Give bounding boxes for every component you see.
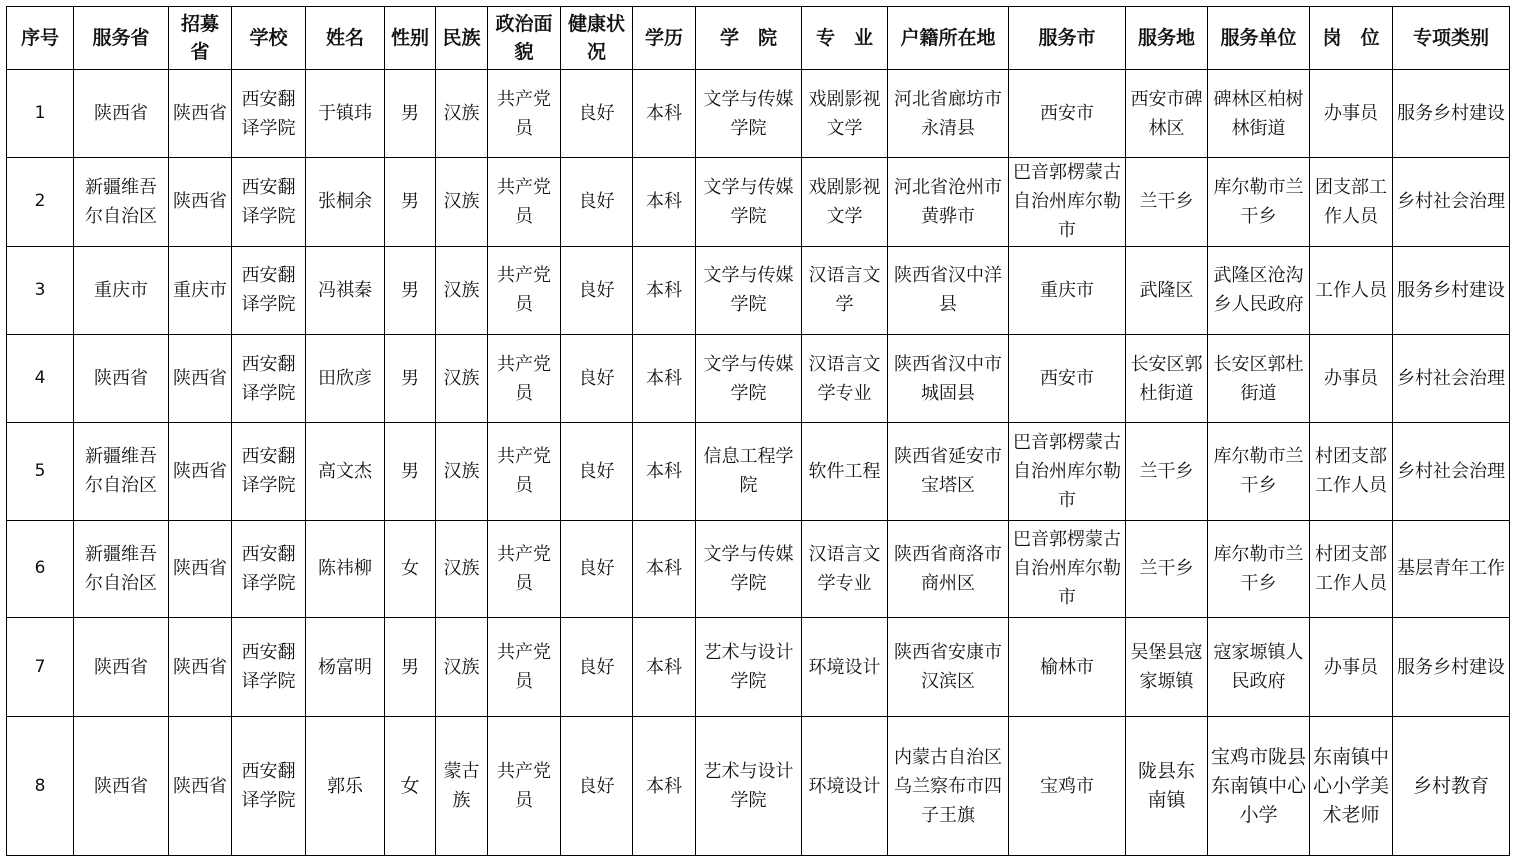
cell-name: 冯祺秦 <box>306 246 385 334</box>
cell-major: 环境设计 <box>802 717 888 856</box>
header-cell-college: 学 院 <box>696 7 802 70</box>
cell-recruit-province: 重庆市 <box>169 246 232 334</box>
table-row <box>7 334 1510 422</box>
cell-index: 7 <box>7 618 74 717</box>
cell-education: 本科 <box>633 618 696 717</box>
cell-ethnicity: 汉族 <box>436 334 488 422</box>
cell-position: 办事员 <box>1310 618 1393 717</box>
cell-major: 汉语言文学 <box>802 246 888 334</box>
cell-position: 村团支部工作人员 <box>1310 423 1393 520</box>
cell-service-unit: 长安区郭杜街道 <box>1208 334 1310 422</box>
cell-school: 西安翻译学院 <box>232 70 306 158</box>
cell-household-registration: 河北省廊坊市永清县 <box>888 70 1009 158</box>
cell-program-category: 乡村社会治理 <box>1393 423 1510 520</box>
cell-name: 高文杰 <box>306 423 385 520</box>
cell-recruit-province: 陕西省 <box>169 520 232 617</box>
header-cell-service-province: 服务省 <box>74 7 169 70</box>
cell-education: 本科 <box>633 246 696 334</box>
header-row <box>7 7 1510 70</box>
cell-service-province: 陕西省 <box>74 70 169 158</box>
cell-name: 田欣彦 <box>306 334 385 422</box>
cell-health: 良好 <box>561 717 633 856</box>
cell-position: 东南镇中心小学美术老师 <box>1310 717 1393 856</box>
cell-political-status: 共产党员 <box>488 158 561 246</box>
cell-college: 艺术与设计学院 <box>696 618 802 717</box>
cell-service-unit: 库尔勒市兰干乡 <box>1208 423 1310 520</box>
cell-name: 陈祎柳 <box>306 520 385 617</box>
cell-index: 4 <box>7 334 74 422</box>
cell-service-city: 巴音郭楞蒙古自治州库尔勒市 <box>1009 423 1126 520</box>
cell-program-category: 基层青年工作 <box>1393 520 1510 617</box>
cell-school: 西安翻译学院 <box>232 520 306 617</box>
cell-college: 信息工程学院 <box>696 423 802 520</box>
cell-service-city: 重庆市 <box>1009 246 1126 334</box>
cell-service-city: 西安市 <box>1009 334 1126 422</box>
cell-recruit-province: 陕西省 <box>169 423 232 520</box>
cell-education: 本科 <box>633 334 696 422</box>
cell-name: 杨富明 <box>306 618 385 717</box>
header-cell-program-category: 专项类别 <box>1393 7 1510 70</box>
cell-service-province: 新疆维吾尔自治区 <box>74 423 169 520</box>
header-cell-recruit-province: 招募省 <box>169 7 232 70</box>
cell-household-registration: 河北省沧州市黄骅市 <box>888 158 1009 246</box>
cell-position: 村团支部工作人员 <box>1310 520 1393 617</box>
cell-service-unit: 库尔勒市兰干乡 <box>1208 158 1310 246</box>
cell-major: 软件工程 <box>802 423 888 520</box>
cell-service-unit: 库尔勒市兰干乡 <box>1208 520 1310 617</box>
cell-service-province: 陕西省 <box>74 717 169 856</box>
cell-school: 西安翻译学院 <box>232 158 306 246</box>
cell-health: 良好 <box>561 334 633 422</box>
header-cell-major: 专 业 <box>802 7 888 70</box>
cell-recruit-province: 陕西省 <box>169 158 232 246</box>
table-row <box>7 70 1510 158</box>
cell-education: 本科 <box>633 717 696 856</box>
cell-index: 5 <box>7 423 74 520</box>
cell-major: 环境设计 <box>802 618 888 717</box>
header-cell-gender: 性别 <box>385 7 436 70</box>
table-row <box>7 618 1510 717</box>
cell-ethnicity: 汉族 <box>436 520 488 617</box>
header-cell-ethnicity: 民族 <box>436 7 488 70</box>
cell-college: 艺术与设计学院 <box>696 717 802 856</box>
cell-recruit-province: 陕西省 <box>169 70 232 158</box>
cell-school: 西安翻译学院 <box>232 246 306 334</box>
header-cell-education: 学历 <box>633 7 696 70</box>
cell-service-city: 宝鸡市 <box>1009 717 1126 856</box>
cell-gender: 男 <box>385 423 436 520</box>
cell-college: 文学与传媒学院 <box>696 158 802 246</box>
table-row <box>7 423 1510 520</box>
cell-service-place: 陇县东南镇 <box>1126 717 1208 856</box>
cell-major: 戏剧影视文学 <box>802 70 888 158</box>
cell-education: 本科 <box>633 520 696 617</box>
cell-gender: 男 <box>385 158 436 246</box>
cell-household-registration: 陕西省汉中市城固县 <box>888 334 1009 422</box>
cell-gender: 男 <box>385 334 436 422</box>
cell-service-province: 陕西省 <box>74 618 169 717</box>
cell-household-registration: 陕西省汉中洋县 <box>888 246 1009 334</box>
cell-index: 1 <box>7 70 74 158</box>
cell-index: 2 <box>7 158 74 246</box>
cell-recruit-province: 陕西省 <box>169 618 232 717</box>
cell-political-status: 共产党员 <box>488 246 561 334</box>
cell-household-registration: 陕西省商洛市商州区 <box>888 520 1009 617</box>
table-body <box>7 70 1510 856</box>
cell-school: 西安翻译学院 <box>232 423 306 520</box>
cell-service-province: 重庆市 <box>74 246 169 334</box>
cell-major: 戏剧影视文学 <box>802 158 888 246</box>
cell-college: 文学与传媒学院 <box>696 246 802 334</box>
cell-health: 良好 <box>561 618 633 717</box>
cell-service-province: 陕西省 <box>74 334 169 422</box>
cell-service-city: 巴音郭楞蒙古自治州库尔勒市 <box>1009 520 1126 617</box>
cell-political-status: 共产党员 <box>488 423 561 520</box>
cell-political-status: 共产党员 <box>488 334 561 422</box>
cell-health: 良好 <box>561 520 633 617</box>
cell-program-category: 服务乡村建设 <box>1393 618 1510 717</box>
cell-gender: 男 <box>385 70 436 158</box>
cell-service-place: 吴堡县寇家塬镇 <box>1126 618 1208 717</box>
cell-major: 汉语言文学专业 <box>802 334 888 422</box>
cell-gender: 女 <box>385 520 436 617</box>
cell-school: 西安翻译学院 <box>232 618 306 717</box>
table-row <box>7 246 1510 334</box>
cell-name: 于镇玮 <box>306 70 385 158</box>
cell-position: 工作人员 <box>1310 246 1393 334</box>
cell-service-province: 新疆维吾尔自治区 <box>74 158 169 246</box>
cell-index: 6 <box>7 520 74 617</box>
cell-college: 文学与传媒学院 <box>696 520 802 617</box>
cell-service-place: 兰干乡 <box>1126 158 1208 246</box>
cell-service-place: 兰干乡 <box>1126 423 1208 520</box>
header-cell-school: 学校 <box>232 7 306 70</box>
cell-gender: 男 <box>385 246 436 334</box>
cell-education: 本科 <box>633 158 696 246</box>
cell-education: 本科 <box>633 70 696 158</box>
table-row <box>7 520 1510 617</box>
cell-college: 文学与传媒学院 <box>696 334 802 422</box>
cell-political-status: 共产党员 <box>488 520 561 617</box>
cell-program-category: 乡村教育 <box>1393 717 1510 856</box>
header-cell-position: 岗 位 <box>1310 7 1393 70</box>
cell-position: 办事员 <box>1310 334 1393 422</box>
cell-political-status: 共产党员 <box>488 70 561 158</box>
cell-index: 3 <box>7 246 74 334</box>
cell-college: 文学与传媒学院 <box>696 70 802 158</box>
cell-political-status: 共产党员 <box>488 618 561 717</box>
header-cell-household-registration: 户籍所在地 <box>888 7 1009 70</box>
header-cell-political-status: 政治面貌 <box>488 7 561 70</box>
cell-service-place: 兰干乡 <box>1126 520 1208 617</box>
cell-position: 团支部工作人员 <box>1310 158 1393 246</box>
cell-service-place: 武隆区 <box>1126 246 1208 334</box>
cell-program-category: 服务乡村建设 <box>1393 246 1510 334</box>
cell-political-status: 共产党员 <box>488 717 561 856</box>
cell-service-place: 西安市碑林区 <box>1126 70 1208 158</box>
volunteer-roster-table <box>6 6 1510 856</box>
cell-service-unit: 宝鸡市陇县东南镇中心小学 <box>1208 717 1310 856</box>
cell-service-city: 巴音郭楞蒙古自治州库尔勒市 <box>1009 158 1126 246</box>
cell-education: 本科 <box>633 423 696 520</box>
cell-service-province: 新疆维吾尔自治区 <box>74 520 169 617</box>
cell-health: 良好 <box>561 246 633 334</box>
cell-ethnicity: 汉族 <box>436 158 488 246</box>
table-row <box>7 717 1510 856</box>
cell-ethnicity: 汉族 <box>436 70 488 158</box>
cell-health: 良好 <box>561 70 633 158</box>
cell-service-city: 西安市 <box>1009 70 1126 158</box>
cell-school: 西安翻译学院 <box>232 717 306 856</box>
cell-health: 良好 <box>561 423 633 520</box>
cell-gender: 男 <box>385 618 436 717</box>
cell-recruit-province: 陕西省 <box>169 334 232 422</box>
header-cell-index: 序号 <box>7 7 74 70</box>
cell-school: 西安翻译学院 <box>232 334 306 422</box>
cell-recruit-province: 陕西省 <box>169 717 232 856</box>
cell-service-place: 长安区郭杜街道 <box>1126 334 1208 422</box>
cell-service-city: 榆林市 <box>1009 618 1126 717</box>
cell-household-registration: 陕西省延安市宝塔区 <box>888 423 1009 520</box>
header-cell-service-place: 服务地 <box>1126 7 1208 70</box>
cell-program-category: 服务乡村建设 <box>1393 70 1510 158</box>
cell-service-unit: 寇家塬镇人民政府 <box>1208 618 1310 717</box>
cell-ethnicity: 汉族 <box>436 246 488 334</box>
cell-position: 办事员 <box>1310 70 1393 158</box>
cell-health: 良好 <box>561 158 633 246</box>
cell-program-category: 乡村社会治理 <box>1393 158 1510 246</box>
cell-household-registration: 内蒙古自治区乌兰察布市四子王旗 <box>888 717 1009 856</box>
header-cell-name: 姓名 <box>306 7 385 70</box>
table-row <box>7 158 1510 246</box>
cell-ethnicity: 蒙古族 <box>436 717 488 856</box>
cell-ethnicity: 汉族 <box>436 618 488 717</box>
cell-household-registration: 陕西省安康市汉滨区 <box>888 618 1009 717</box>
cell-ethnicity: 汉族 <box>436 423 488 520</box>
cell-service-unit: 碑林区柏树林街道 <box>1208 70 1310 158</box>
cell-name: 郭乐 <box>306 717 385 856</box>
header-cell-service-city: 服务市 <box>1009 7 1126 70</box>
cell-index: 8 <box>7 717 74 856</box>
cell-gender: 女 <box>385 717 436 856</box>
header-cell-service-unit: 服务单位 <box>1208 7 1310 70</box>
cell-major: 汉语言文学专业 <box>802 520 888 617</box>
cell-program-category: 乡村社会治理 <box>1393 334 1510 422</box>
cell-service-unit: 武隆区沧沟乡人民政府 <box>1208 246 1310 334</box>
header-cell-health: 健康状况 <box>561 7 633 70</box>
cell-name: 张桐余 <box>306 158 385 246</box>
